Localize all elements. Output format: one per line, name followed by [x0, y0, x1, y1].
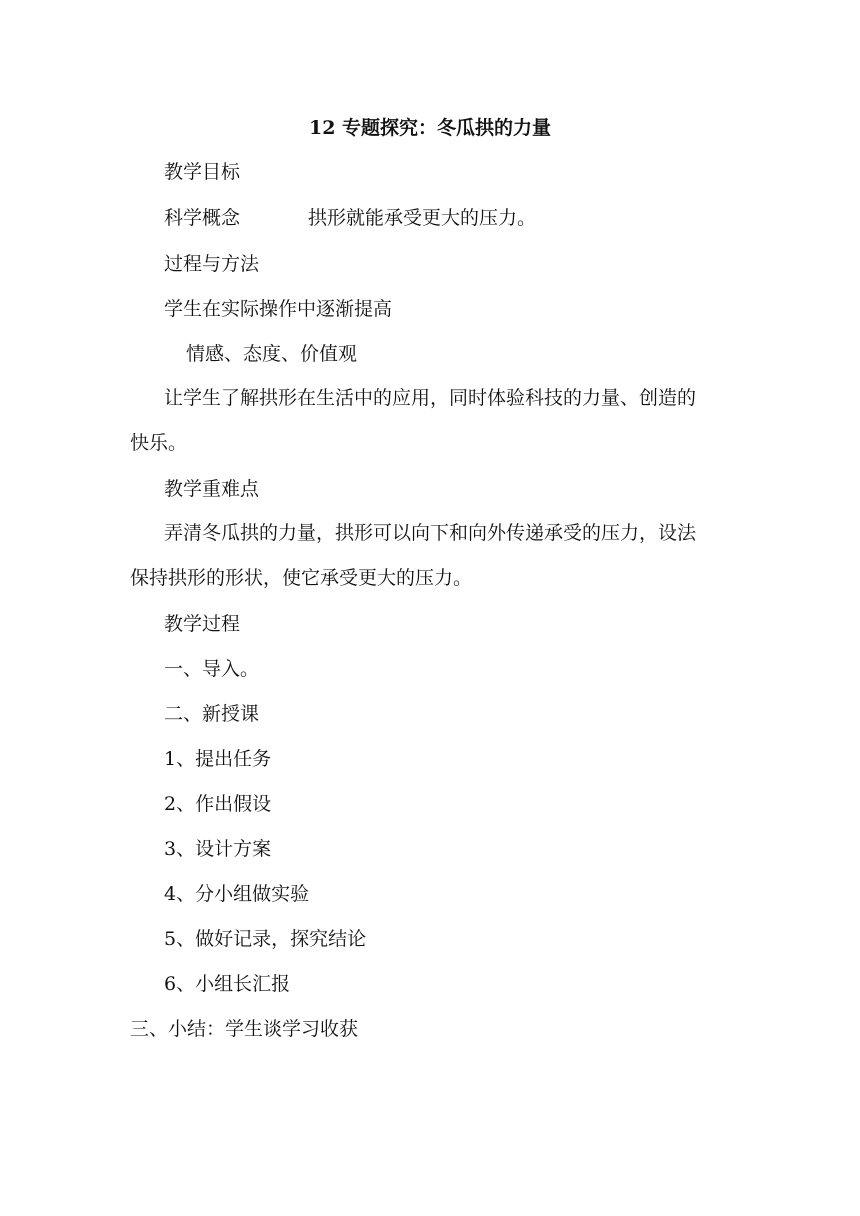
step-new-lesson: 二、新授课 — [164, 703, 260, 725]
substep-item: 1、提出任务 — [164, 748, 272, 770]
key-points-heading: 教学重难点 — [164, 478, 260, 500]
substep-item: 3、设计方案 — [164, 838, 272, 860]
key-points-line1: 弄清冬瓜拱的力量，拱形可以向下和向外传递承受的压力，设法 — [164, 522, 697, 544]
substep-item: 6、小组长汇报 — [164, 973, 291, 995]
process-method-text: 学生在实际操作中逐渐提高 — [164, 298, 393, 320]
emotion-text-line2: 快乐。 — [130, 432, 188, 454]
science-concept-label: 科学概念 — [164, 207, 241, 229]
key-points-line2: 保持拱形的形状，使它承受更大的压力。 — [130, 567, 473, 589]
process-heading: 教学过程 — [164, 613, 241, 635]
emotion-heading: 情感、态度、价值观 — [186, 343, 358, 365]
process-method-heading: 过程与方法 — [164, 253, 260, 275]
summary-step: 三、小结：学生谈学习收获 — [130, 1018, 359, 1040]
step-intro: 一、导入。 — [164, 658, 260, 680]
document-title: 12 专题探究：冬瓜拱的力量 — [308, 117, 552, 139]
substep-item: 4、分小组做实验 — [164, 883, 310, 905]
substep-item: 5、做好记录，探究结论 — [164, 928, 367, 950]
emotion-text-line1: 让学生了解拱形在生活中的应用，同时体验科技的力量、创造的 — [164, 387, 697, 409]
substep-item: 2、作出假设 — [164, 793, 272, 815]
science-concept-text: 拱形就能承受更大的压力。 — [308, 207, 537, 229]
objectives-heading: 教学目标 — [164, 161, 241, 183]
